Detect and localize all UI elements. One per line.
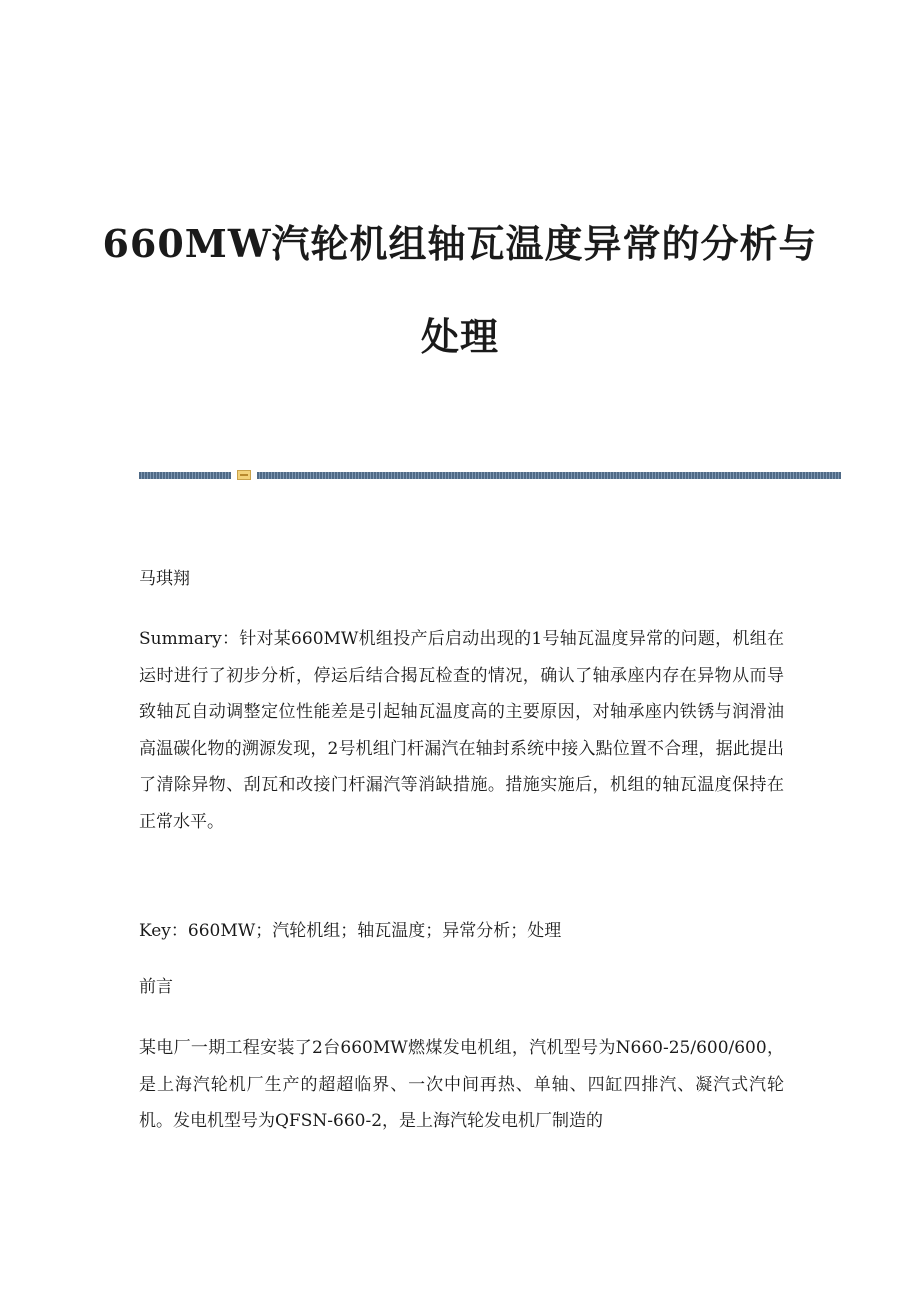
divider-ornament-icon (237, 470, 251, 480)
summary-paragraph: Summary：针对某660MW机组投产后启动出现的1号轴瓦温度异常的问题，机组在运时进行了初步分析，停运后结合揭瓦检查的情况，确认了轴承座内存在异物从而导致轴瓦自动调整定位性能差是引起轴瓦温度高的主要原因，对轴承座内铁锈与润滑油高温碳化物的溯源发现，2号机组门杆漏汽在轴封系统中接入點位置不合理，据此提出了清除异物、刮瓦和改接门杆漏汽等消缺措施。措施实施后，机组的轴瓦温度保持在正常水平。 (139, 629, 784, 832)
decorative-divider (139, 470, 841, 480)
intro-paragraph: 某电厂一期工程安装了2台660MW燃煤发电机组，汽机型号为N660-25/600/600，是上海汽轮机厂生产的超超临界、一次中间再热、单轴、四缸四排汽、凝汽式汽轮机。发电机型号为QFSN-660-2，是上海汽轮发电机厂制造的 (139, 1038, 784, 1131)
keywords-line: Key：660MW；汽轮机组；轴瓦温度；异常分析；处理 (139, 921, 562, 941)
divider-bar-right (257, 472, 841, 479)
document-title-line-2: 处理 (420, 314, 499, 359)
author-name: 马琪翔 (139, 569, 190, 589)
preface-heading: 前言 (139, 977, 173, 997)
document-title-line-1: 660MW汽轮机组轴瓦温度异常的分析与 (102, 221, 818, 266)
divider-bar-left (139, 472, 231, 479)
